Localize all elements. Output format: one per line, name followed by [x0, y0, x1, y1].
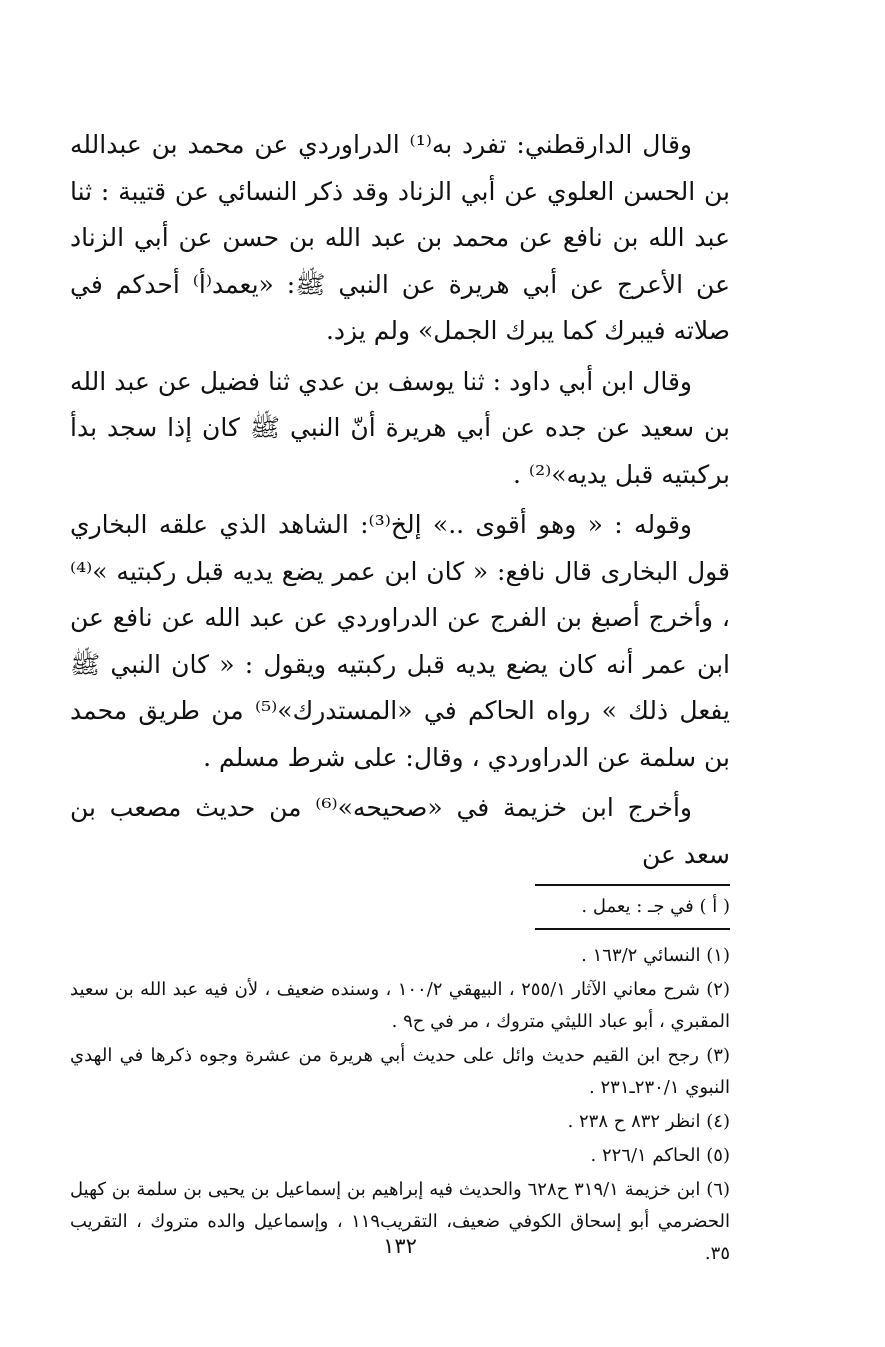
main-text: [70, 122, 730, 878]
footnote-1: (١) النسائي ١٦٣/٢ .: [581, 945, 730, 966]
paragraph-1: وقال الدارقطني: تفرد به⁽¹⁾ الدراوردي عن محمد بن عبدالله بن الحسن العلوي عن أبي الزناد وقد ذكر النسائي عن قتيبة : ثنا عبد الله بن نافع عن محمد بن عبد الله بن حسن عن أبي الزناد عن الأعرج عن أبي هريرة عن النبي ﷺ: «يعمد⁽أ⁾ أحدكم في صلاته فيبرك كما يبرك الجمل» ولم يزد.: [70, 130, 730, 345]
book-page: [70, 122, 730, 1322]
footnote-3: (٣) رجح ابن القيم حديث وائل على حديث أبي هريرة من عشرة وجوه ذكرها في الهدي النبوي ٢٣٠/١ـ٢٣١ .: [70, 1045, 730, 1098]
paragraph-2: وقال ابن أبي داود : ثنا يوسف بن عدي ثنا فضيل عن عبد الله بن سعيد عن جده عن أبي هريرة أنّ النبي ﷺ كان إذا سجد بدأ بركبتيه قبل يديه»⁽²⁾ .: [70, 366, 730, 489]
footnote-5: (٥) الحاكم ٢٢٦/١ .: [590, 1145, 730, 1166]
divider-bottom: [535, 928, 730, 930]
paragraph-3: وقوله : « وهو أقوى ..» إلخ⁽³⁾: الشاهد الذي علقه البخاري قول البخارى قال نافع: « كان ابن عمر يضع يديه قبل ركبتيه »⁽⁴⁾ ، وأخرج أصبغ بن الفرج عن الدراوردي عن عبد الله عن نافع عن ابن عمر أنه كان يضع يديه قبل ركبتيه ويقول : « كان النبي ﷺ يفعل ذلك » رواه الحاكم في «المستدرك»⁽⁵⁾ من طريق محمد بن سلمة عن الدراوردي ، وقال: على شرط مسلم .: [70, 510, 730, 772]
paragraph-4: وأخرج ابن خزيمة في «صحيحه»⁽⁶⁾ من حديث مصعب بن سعد عن: [70, 793, 730, 869]
footnote-2: (٢) شرح معاني الآثار ٢٥٥/١ ، البيهقي ١٠٠/٢ ، وسنده ضعيف ، لأن فيه عبد الله بن سعيد المقبري ، أبو عباد الليثي متروك ، مر في ح٩ .: [70, 979, 730, 1032]
footnote-4: (٤) انظر ٨٣٢ ح ٢٣٨ .: [567, 1111, 730, 1132]
variant-note: ( أ ) في جـ : يعمل .: [581, 896, 730, 917]
footnotes: [70, 940, 730, 1270]
footnote-6: (٦) ابن خزيمة ٣١٩/١ ح٦٢٨ والحديث فيه إبراهيم بن إسماعيل بن يحيى بن سلمة بن كهيل الحضرمي أبو إسحاق الكوفي ضعيف، التقريب١١٩ ، وإسماعيل والده متروك ، التقريب ٣٥.: [70, 1179, 730, 1264]
page-number: ١٣٢: [383, 1234, 417, 1258]
